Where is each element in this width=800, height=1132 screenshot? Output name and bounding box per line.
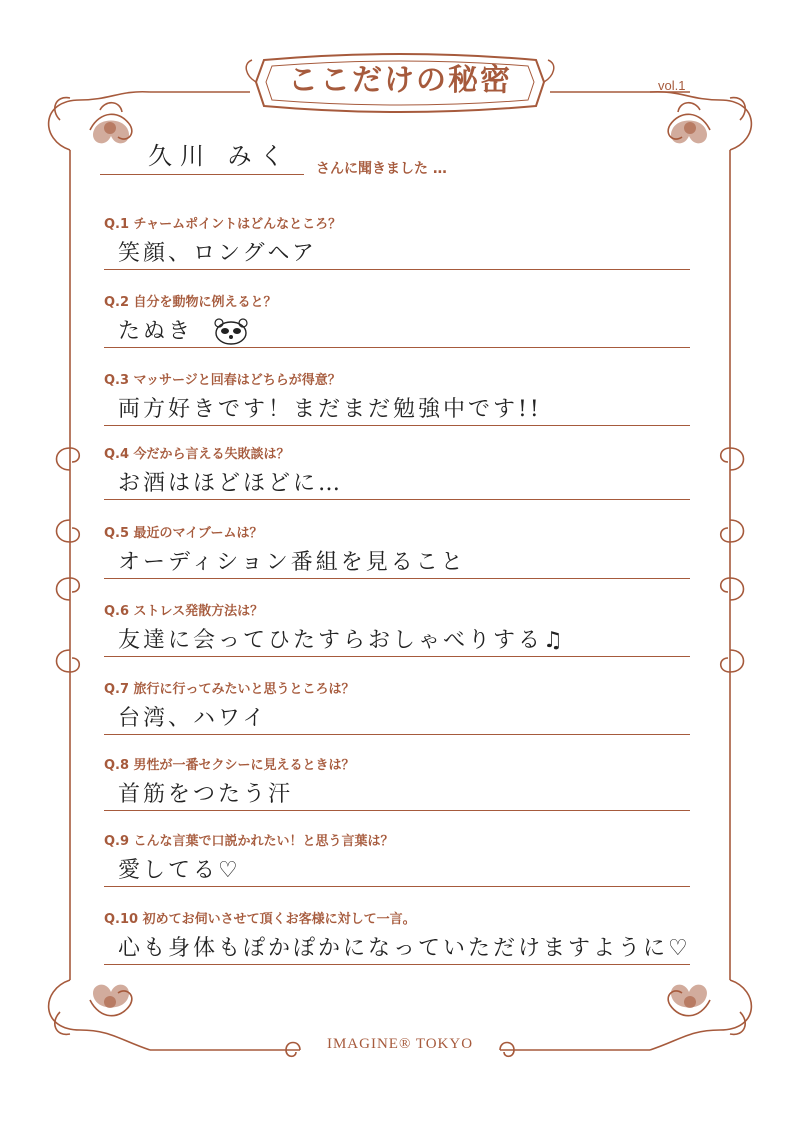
answer-text: 台湾、ハワイ: [118, 706, 268, 731]
question-label: Q.7 旅行に行ってみたいと思うところは？: [104, 682, 355, 697]
answer-line: [104, 656, 690, 657]
answer-line: [104, 578, 690, 579]
qa-item: [104, 524, 692, 579]
answer-line: [104, 964, 690, 965]
qa-item: [104, 680, 692, 735]
answer-line: [104, 886, 690, 887]
qa-item: [104, 445, 692, 500]
question-label: Q.4 今だから言える失敗談は？: [104, 447, 290, 462]
answer-text: 首筋をつたう汗: [118, 782, 294, 807]
volume-label: vol.1: [658, 78, 686, 93]
interviewee-name: 久川 みく: [148, 142, 292, 170]
qa-item: [104, 371, 692, 426]
answer-text: たぬき: [118, 319, 194, 344]
answer-line: [104, 734, 690, 735]
answer-text: オーディション番組を見ること: [118, 550, 466, 575]
question-label: Q.1 チャームポイントはどんなところ？: [104, 217, 342, 232]
qa-item: [104, 832, 692, 887]
answer-text: 笑顔、ロングヘア: [118, 241, 317, 266]
question-label: Q.3 マッサージと回春はどちらが得意？: [104, 373, 341, 388]
question-label: Q.5 最近のマイブームは？: [104, 526, 263, 541]
question-label: Q.10 初めてお伺いさせて頂くお客様に対して一言。: [104, 912, 416, 927]
question-label: Q.6 ストレス発散方法は？: [104, 604, 264, 619]
answer-row: [118, 317, 692, 347]
answer-text: 愛してる♡: [118, 858, 241, 883]
question-label: Q.2 自分を動物に例えると？: [104, 295, 277, 310]
answer-text: 心も身体もぽかぽかになっていただけますように♡: [118, 936, 691, 961]
brand-logo: IMAGINE® TOKYO: [326, 1036, 474, 1052]
qa-item: [104, 293, 692, 348]
answer-text: お酒はほどほどに…: [118, 471, 344, 496]
tanuki-doodle-icon: [211, 318, 251, 346]
interviewee-suffix: さんに聞きました …: [316, 161, 447, 177]
answer-text: 両方好きです！まだまだ勉強中です!!: [118, 397, 542, 422]
answer-line: [104, 425, 690, 426]
answer-text: 友達に会ってひたすらおしゃべりする♫: [118, 628, 566, 653]
answer-line: [104, 269, 690, 270]
qa-item: [104, 602, 692, 657]
page-title: ここだけの秘密: [288, 63, 512, 98]
interviewee-row: [100, 136, 660, 182]
answer-line: [104, 347, 690, 348]
answer-line: [104, 499, 690, 500]
qa-item: [104, 756, 692, 811]
question-label: Q.8 男性が一番セクシーに見えるときは？: [104, 758, 355, 773]
question-label: Q.9 こんな言葉で口説かれたい！と思う言葉は？: [104, 834, 394, 849]
qa-item: [104, 910, 692, 965]
name-underline: [100, 174, 304, 175]
answer-line: [104, 810, 690, 811]
qa-item: [104, 215, 692, 270]
